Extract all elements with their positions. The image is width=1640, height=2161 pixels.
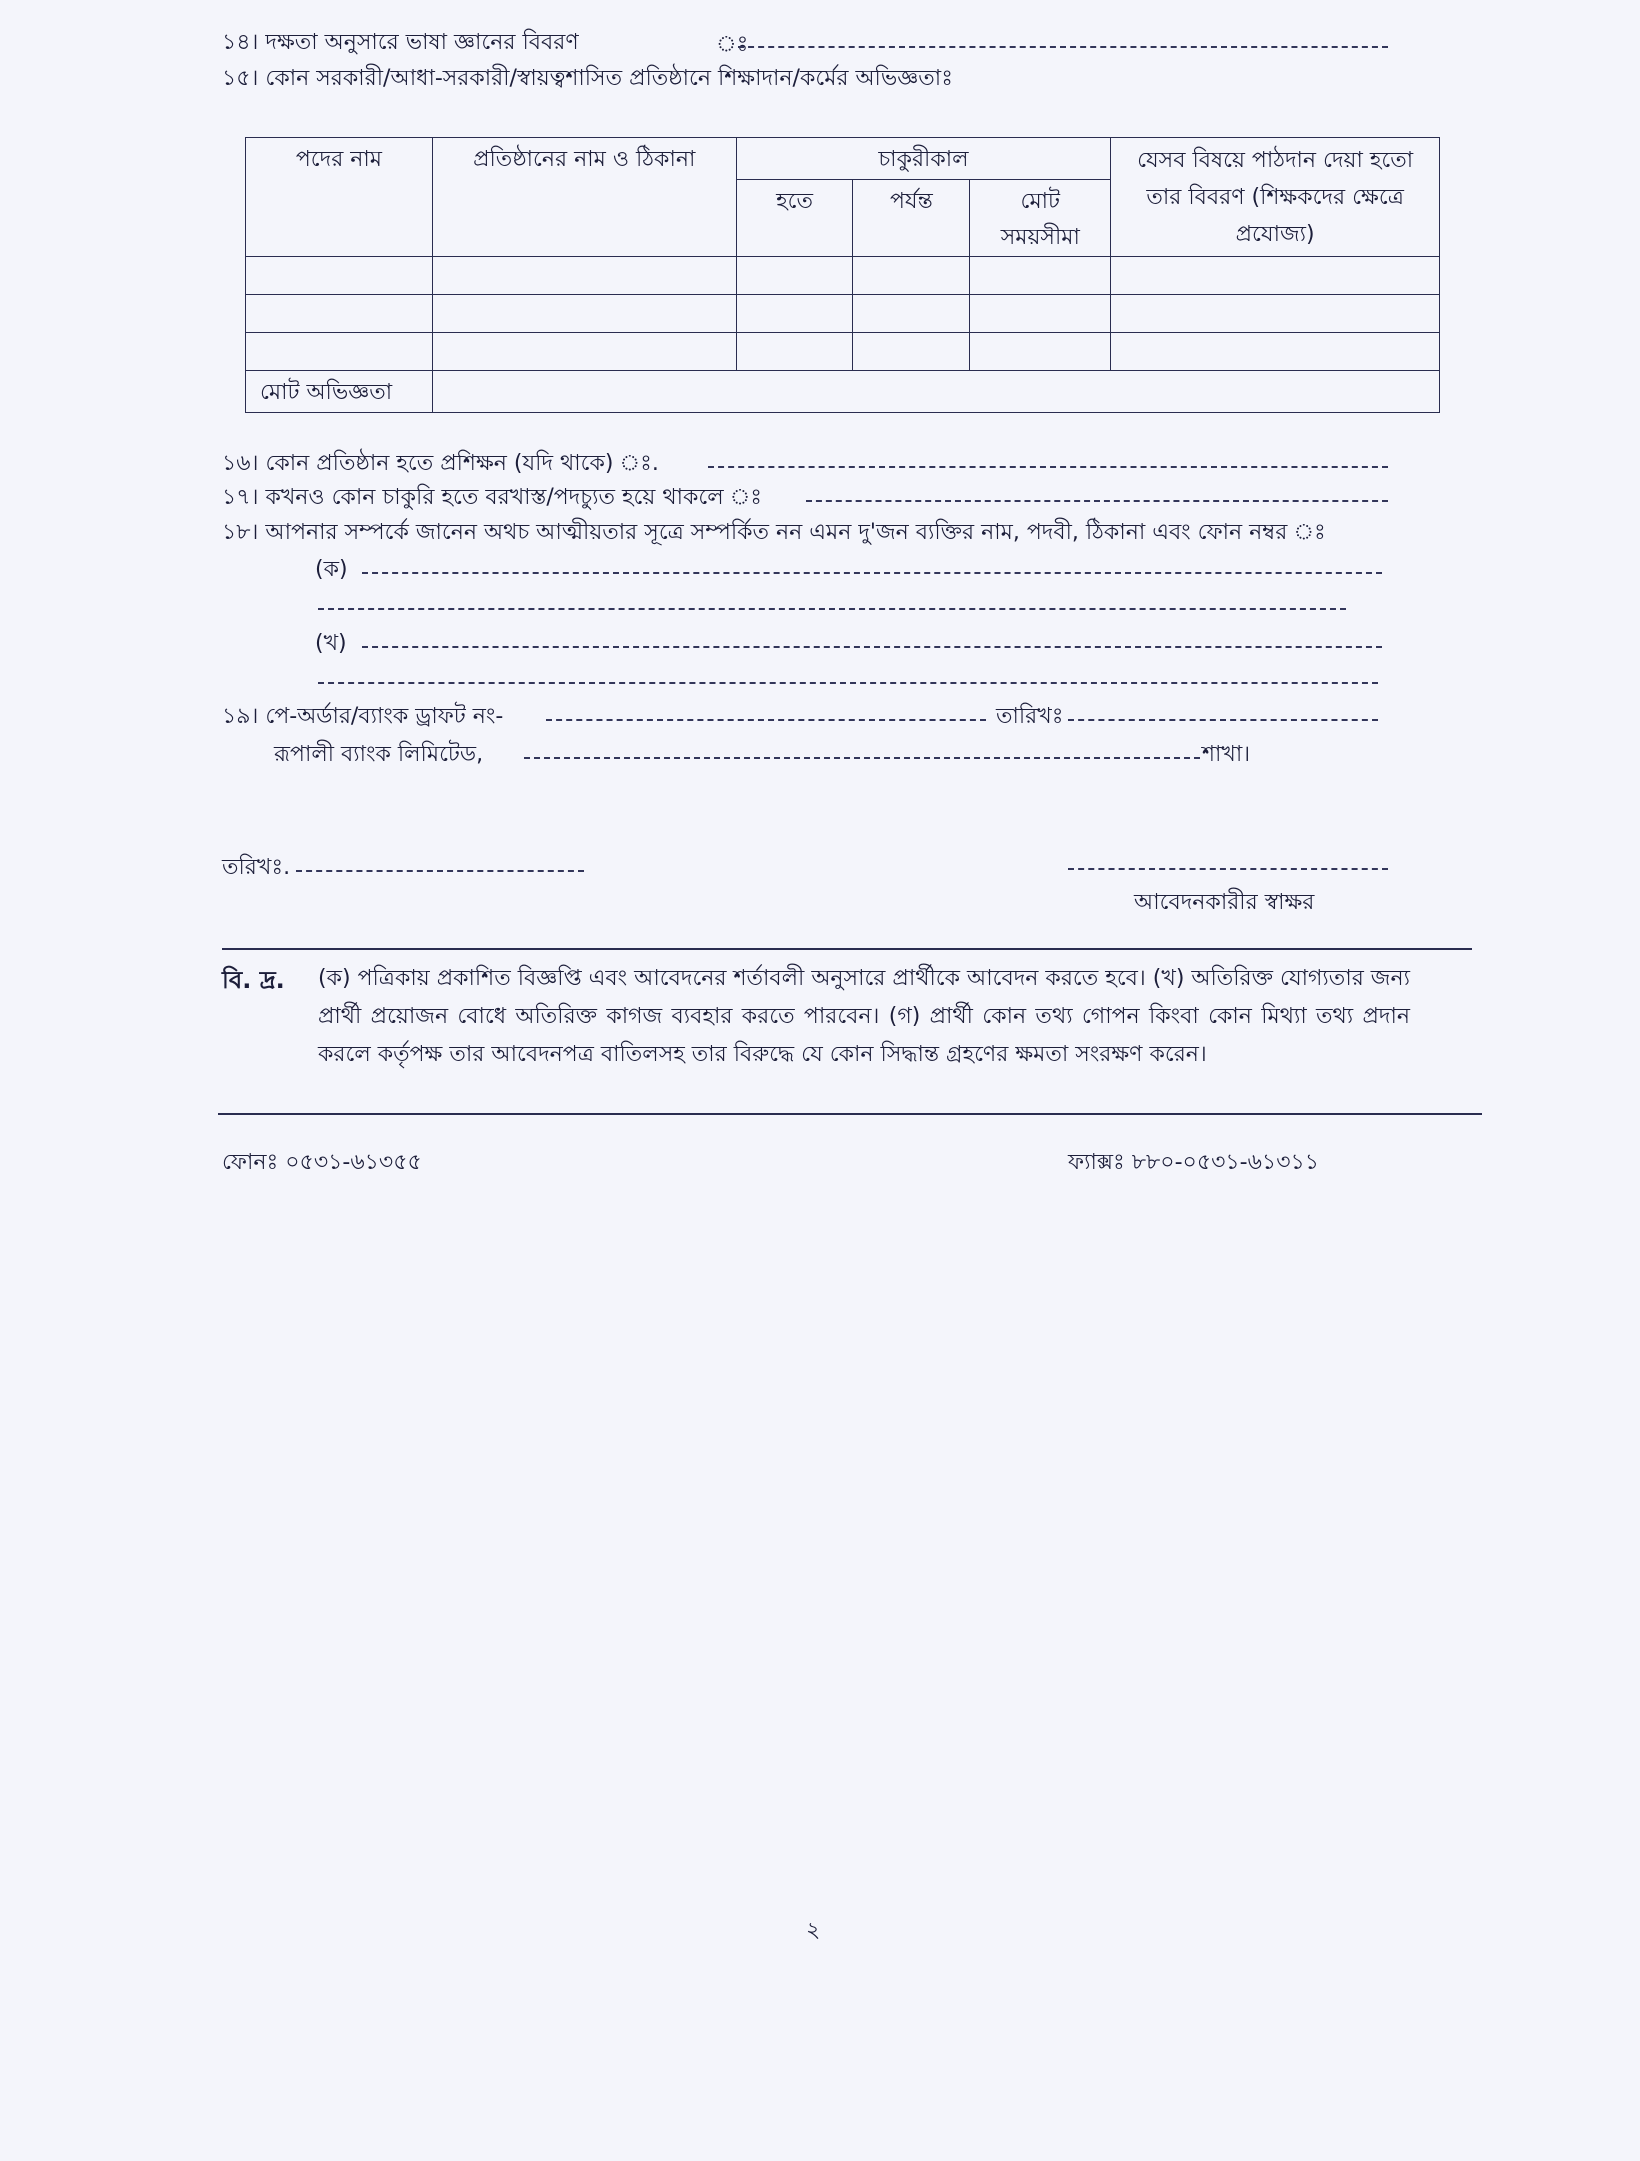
table-cell[interactable] [970,295,1111,333]
table-cell[interactable] [736,257,853,295]
table-cell[interactable] [1111,257,1440,295]
col-total-line1: মোট [1020,189,1061,214]
note-text: (ক) পত্রিকায় প্রকাশিত বিজ্ঞপ্তি এবং আবেদনের শর্তাবলী অনুসারে প্রার্থীকে আবেদন করতে হবে। (খ) অতিরিক্ত যোগ্যতার জন্য প্রার্থী প্রয়োজন বোধে অতিরিক্ত কাগজ ব্যবহার করতে পারবেন। (গ) প্রার্থী কোন তথ্য গোপন কিংবা কোন মিথ্যা তথ্য প্রদান করলে কর্তৃপক্ষ তার আবেদনপত্র বাতিলসহ তার বিরুদ্ধে যে কোন সিদ্ধান্ত গ্রহণের ক্ষমতা সংরক্ষণ করেন। [318,966,1410,1067]
col-total-header [970,180,1111,257]
col-total-line2: সময়সীমা [1000,225,1080,250]
table-cell[interactable] [246,257,433,295]
page-number: ২ [806,1918,821,1943]
item-14-colon: ঃ [716,32,749,57]
col-post-header: পদের নাম [246,138,433,257]
fax-number: ফ্যাক্সঃ ৮৮০-০৫৩১-৬১৩১১ [1068,1150,1320,1175]
col-institution-header: প্রতিষ্ঠানের নাম ও ঠিকানা [432,138,736,257]
table-header-row [246,138,1440,180]
application-date-line[interactable] [296,870,584,872]
note-prefix: বি. দ্র. [222,966,285,994]
total-experience-row [246,371,1440,413]
col-from-header: হতে [736,180,853,257]
table-cell[interactable] [246,333,433,371]
note-bottom-rule [218,1113,1482,1115]
item-16-label: ১৬। কোন প্রতিষ্ঠান হতে প্রশিক্ষন (যদি থাকে) ঃ. [222,451,659,476]
reference-a-line1[interactable] [362,572,1382,574]
reference-b-line1[interactable] [362,646,1382,648]
item-17-label: ১৭। কখনও কোন চাকুরি হতে বরখাস্ত/পদচ্যুত হয়ে থাকলে ঃ [222,485,763,510]
col-to-header: পর্যন্ত [853,180,970,257]
reference-b-label: (খ) [315,631,347,656]
table-cell[interactable] [432,257,736,295]
item-15-label: ১৫। কোন সরকারী/আধা-সরকারী/স্বায়ত্বশাসিত প্রতিষ্ঠানে শিক্ষাদান/কর্মের অভিজ্ঞতাঃ [222,66,953,91]
table-cell[interactable] [246,295,433,333]
table-row[interactable] [246,257,1440,295]
table-cell[interactable] [853,295,970,333]
applicant-signature-label: আবেদনকারীর স্বাক্ষর [1134,890,1315,915]
col-service-period-header: চাকুরীকাল [736,138,1111,180]
table-cell[interactable] [853,257,970,295]
table-cell[interactable] [432,333,736,371]
table-cell[interactable] [736,295,853,333]
table-cell[interactable] [432,295,736,333]
pay-order-date-line[interactable] [1068,719,1378,721]
table-cell[interactable] [853,333,970,371]
table-cell[interactable] [1111,333,1440,371]
branch-label: শাখা। [1202,742,1251,767]
item-14-blank-line[interactable] [738,46,1388,48]
item-16-blank-line[interactable] [708,466,1388,468]
signature-line[interactable] [1068,868,1388,870]
table-cell[interactable] [970,333,1111,371]
bank-name: রূপালী ব্যাংক লিমিটেড, [274,742,484,767]
note-top-rule [222,948,1472,950]
table-cell[interactable] [736,333,853,371]
application-date-label: তরিখঃ. [222,855,291,880]
phone-number: ফোনঃ ০৫৩১-৬১৩৫৫ [222,1150,422,1175]
col-subjects-header: যেসব বিষয়ে পাঠদান দেয়া হতো তার বিবরণ (শিক্ষকদের ক্ষেত্রে প্রযোজ্য) [1111,138,1440,257]
reference-a-line2[interactable] [318,608,1346,610]
reference-a-label: (ক) [315,557,348,582]
item-14-label: ১৪। দক্ষতা অনুসারে ভাষা জ্ঞানের বিবরণ [222,30,579,55]
table-cell[interactable] [970,257,1111,295]
pay-order-date-label: তারিখঃ [996,704,1064,729]
table-row[interactable] [246,333,1440,371]
item-19-label: ১৯। পে-অর্ডার/ব্যাংক ড্রাফট নং- [222,704,504,729]
branch-line[interactable] [524,757,1200,759]
item-18-label: ১৮। আপনার সম্পর্কে জানেন অথচ আত্মীয়তার সূত্রে সম্পর্কিত নন এমন দু'জন ব্যক্তির নাম, পদবী, ঠিকানা এবং ফোন নম্বর ঃ [222,520,1326,545]
reference-b-line2[interactable] [318,682,1378,684]
total-experience-label: মোট অভিজ্ঞতা [246,371,433,413]
total-experience-value[interactable] [432,371,1439,413]
table-row[interactable] [246,295,1440,333]
table-cell[interactable] [1111,295,1440,333]
pay-order-number-line[interactable] [546,719,986,721]
item-17-blank-line[interactable] [806,500,1388,502]
experience-table [245,137,1440,413]
